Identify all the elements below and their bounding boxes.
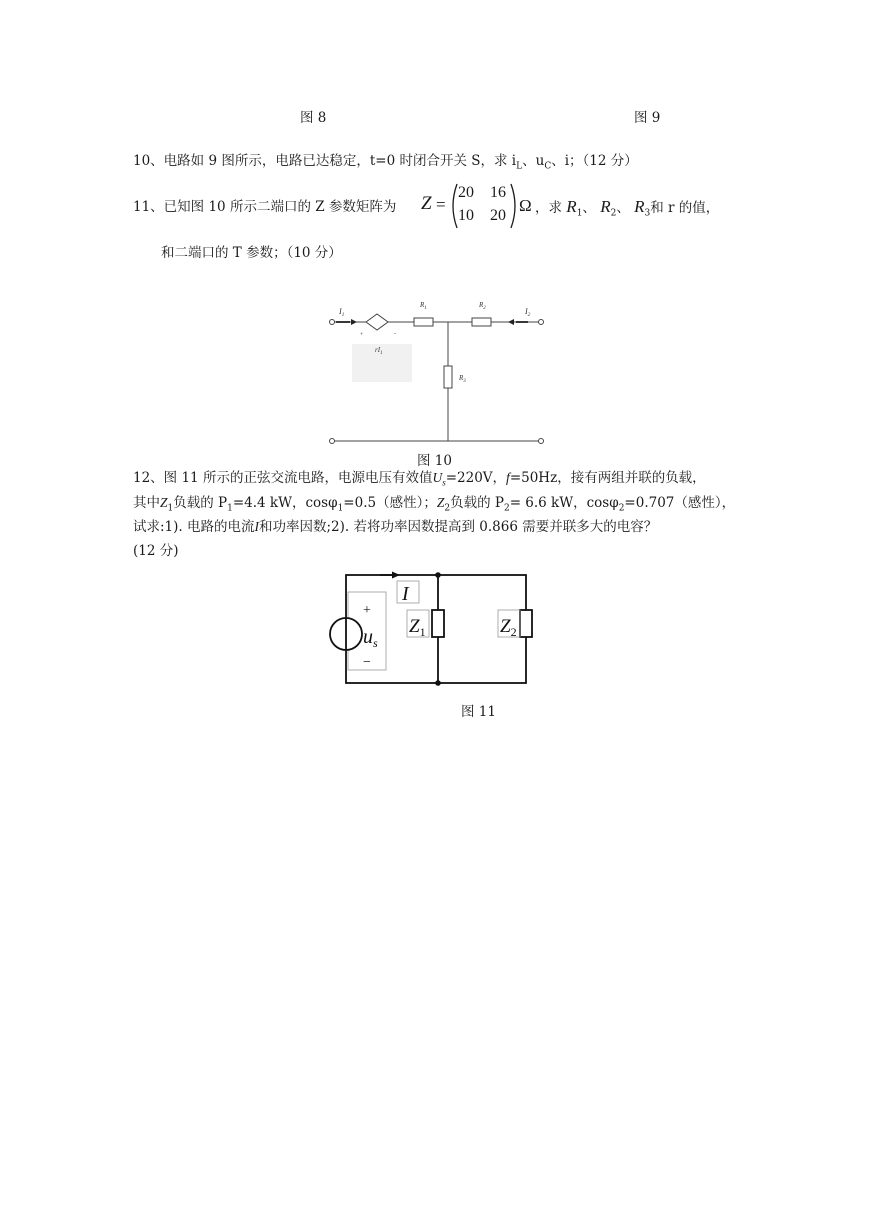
z1-label: $Z_1$ bbox=[409, 616, 426, 639]
matrix-cell-21: 10 bbox=[458, 207, 474, 224]
i1-label: $I_1$ bbox=[339, 307, 345, 318]
question-12-line3: 试求:1). 电路的电流I和功率因数;2). 若将功率因数提高到 0.866 需要并联多大的电容？ bbox=[133, 519, 658, 535]
matrix-cell-22: 20 bbox=[490, 207, 506, 224]
question-11-intro: 11、已知图 10 所示二端口的 Z 参数矩阵为 bbox=[133, 199, 397, 215]
z2-label: $Z_2$ bbox=[500, 616, 517, 639]
i2-label: $I_2$ bbox=[525, 307, 531, 318]
caption-fig9: 图 9 bbox=[634, 110, 661, 126]
i1-arrow bbox=[351, 319, 357, 325]
source-minus-sign: − bbox=[363, 655, 371, 670]
caption-fig10: 图 10 bbox=[417, 453, 452, 469]
matrix-cell-11: 20 bbox=[458, 184, 474, 201]
question-11-line2: 和二端口的 T 参数；（10 分） bbox=[161, 245, 342, 261]
r1-label: $R_1$ bbox=[420, 301, 427, 311]
source-plus-label: + bbox=[360, 332, 364, 338]
caption-fig8: 图 8 bbox=[300, 110, 327, 126]
source-minus-label: - bbox=[394, 331, 396, 337]
r2-label: $R_2$ bbox=[479, 301, 486, 311]
z-matrix bbox=[448, 183, 520, 229]
ohm-unit: Ω bbox=[519, 196, 532, 215]
caption-fig11: 图 11 bbox=[461, 704, 496, 720]
question-12-line2: 其中$Z_1$负载的 $P_1=4.4$ kW，cosφ$_1$=0.5（感性）；$Z_2$负载的 $P_2= 6.6$ kW，cosφ$_2$=0.707（感性）， bbox=[133, 495, 736, 514]
figure-10-shade bbox=[352, 344, 412, 382]
i2-arrow bbox=[508, 319, 514, 325]
current-arrow bbox=[392, 572, 400, 579]
question-12-line4: (12 分) bbox=[133, 543, 179, 559]
current-label: I bbox=[402, 583, 409, 605]
figure-10-circuit bbox=[322, 292, 562, 452]
question-10: 10、电路如 9 图所示，电路已达稳定，t=0 时闭合开关 S，求 $i_L$、$u_C$、i；（12 分） bbox=[133, 153, 638, 172]
r3-label: $R_3$ bbox=[459, 374, 466, 384]
controlled-source-label: $rI_1$ bbox=[375, 346, 383, 356]
bottom-node bbox=[435, 680, 441, 686]
z-symbol: Z bbox=[421, 193, 432, 214]
question-12-line1: 12、图 11 所示的正弦交流电路，电源电压有效值$U_s=220V$，f=50Hz，接有两组并联的负载， bbox=[133, 470, 706, 488]
matrix-cell-12: 16 bbox=[490, 184, 506, 201]
top-node bbox=[435, 572, 441, 578]
figure-11-circuit bbox=[328, 570, 528, 690]
question-11-tail: ，求 $R_1$、 $R_2$、 $R_3$和 r 的值， bbox=[535, 197, 720, 219]
source-label: $u_s$ bbox=[363, 626, 378, 650]
equals-sign: = bbox=[436, 195, 446, 214]
source-plus-sign: + bbox=[363, 603, 371, 618]
